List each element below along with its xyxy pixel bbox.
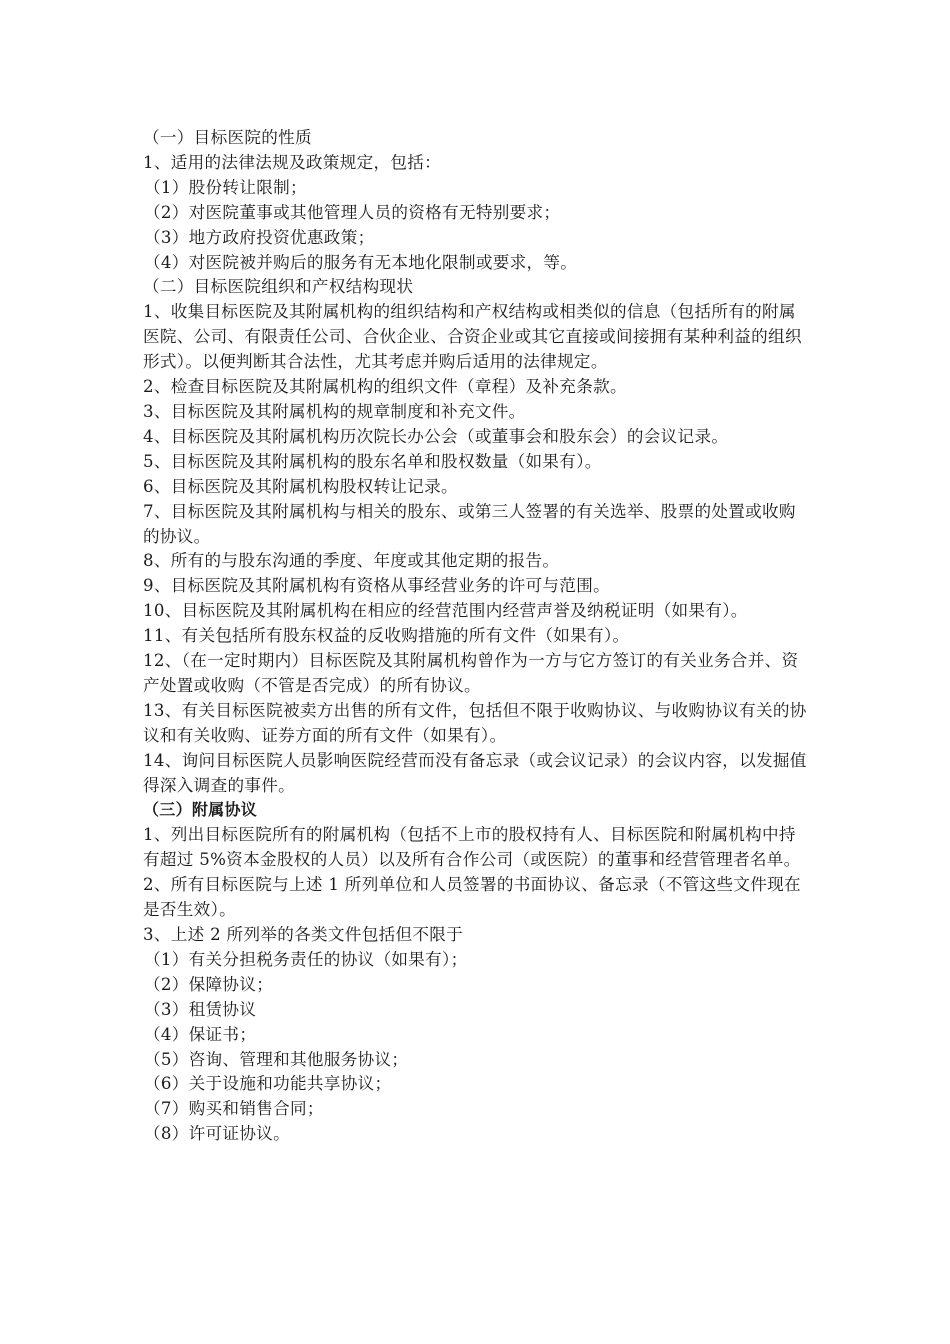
section-2-item: 11、有关包括所有股东权益的反收购措施的所有文件（如果有）。 <box>143 626 630 646</box>
section-3-subitem: （1）有关分担税务责任的协议（如果有）； <box>144 949 468 969</box>
section-2-item: 9、目标医院及其附属机构有资格从事经营业务的许可与范围。 <box>143 576 610 596</box>
section-2-item: 10、目标医院及其附属机构在相应的经营范围内经营声誉及纳税证明（如果有）。 <box>143 601 748 621</box>
section-3-item: 2、所有目标医院与上述 1 所列单位和人员签署的书面协议、备忘录（不管这些文件现在是否生效）。 <box>143 875 801 920</box>
section-2-item: 12、（在一定时期内）目标医院及其附属机构曾作为一方与它方签订的有关业务合并、资产处置或收购（不管是否完成）的所有协议。 <box>143 651 799 695</box>
section-3-subitem: （4）保证书； <box>144 1024 257 1044</box>
section-2-item: 14、询问目标医院人员影响医院经营而没有备忘录（或会议记录）的会议内容，以发掘值得深入调查的事件。 <box>143 750 807 795</box>
section-1-subitem: （1）股份转让限制； <box>144 177 307 197</box>
section-1-subitem: （2）对医院董事或其他管理人员的资格有无特别要求； <box>144 202 561 222</box>
section-2-item: 7、目标医院及其附属机构与相关的股东、或第三人签署的有关选举、股票的处置或收购的协议。 <box>143 501 796 546</box>
section-3-subitem: （2）保障协议； <box>144 974 274 994</box>
section-2-item: 8、所有的与股东沟通的季度、年度或其他定期的报告。 <box>143 551 560 571</box>
section-2-item: 3、目标医院及其附属机构的规章制度和补充文件。 <box>143 401 526 421</box>
section-2-item: 2、检查目标医院及其附属机构的组织文件（章程）及补充条款。 <box>143 377 627 397</box>
section-3-title: （三）附属协议 <box>143 800 258 820</box>
section-1-item-1: 1、适用的法律法规及政策规定，包括： <box>143 152 442 172</box>
section-2-item: 1、收集目标医院及其附属机构的组织结构和产权结构或相类似的信息（包括所有的附属医院、公司、有限责任公司、合伙企业、合资企业或其它直接或间接拥有某种利益的组织形式）。以便判断其合法性，尤其考虑并购后适用的法律规定。 <box>143 302 802 372</box>
section-1-subitem: （4）对医院被并购后的服务有无本地化限制或要求，等。 <box>144 252 578 272</box>
document-body <box>143 126 807 1147</box>
section-3-subitem: （7）购买和销售合同； <box>144 1099 324 1119</box>
section-2-item: 13、有关目标医院被卖方出售的所有文件，包括但不限于收购协议、与收购协议有关的协议和有关收购、证券方面的所有文件（如果有）。 <box>143 700 807 745</box>
section-2-item: 6、目标医院及其附属机构股权转让记录。 <box>143 476 458 496</box>
section-1-title: （一）目标医院的性质 <box>143 128 312 147</box>
section-2-item: 4、目标医院及其附属机构历次院长办公会（或董事会和股东会）的会议记录。 <box>143 426 729 446</box>
section-3-item: 3、上述 2 所列举的各类文件包括但不限于 <box>143 925 464 944</box>
section-2-item: 5、目标医院及其附属机构的股东名单和股权数量（如果有）。 <box>143 451 602 471</box>
section-1-subitem: （3）地方政府投资优惠政策； <box>144 227 375 247</box>
section-3-subitem: （8）许可证协议。 <box>144 1124 291 1144</box>
section-3-subitem: （3）租赁协议 <box>144 999 257 1019</box>
section-3-item: 1、列出目标医院所有的附属机构（包括不上市的股权持有人、目标医院和附属机构中持有超过 5%资本金股权的人员）以及所有合作公司（或医院）的董事和经营管理者名单。 <box>143 825 801 870</box>
section-3-subitem: （5）咨询、管理和其他服务协议； <box>144 1049 409 1069</box>
section-2-title: （二）目标医院组织和产权结构现状 <box>143 277 414 297</box>
section-3-subitem: （6）关于设施和功能共享协议； <box>144 1074 392 1094</box>
